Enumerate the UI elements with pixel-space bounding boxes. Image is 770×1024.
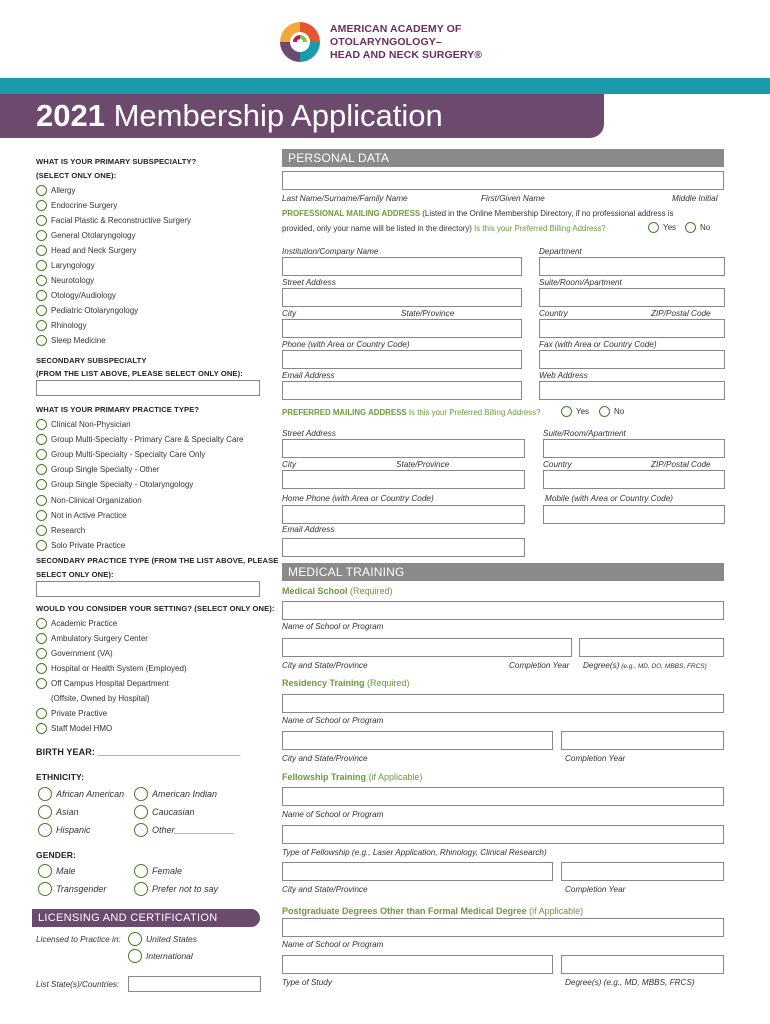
radio-icon[interactable] <box>36 335 47 346</box>
subspecialty-option[interactable]: Otology/Audiology <box>36 290 116 301</box>
radio-icon[interactable] <box>36 215 47 226</box>
street-field[interactable] <box>282 288 522 307</box>
secondary-practice-question-line1: SECONDARY PRACTICE TYPE (FROM THE LIST ABOVE, PLEASE <box>36 556 279 565</box>
last-name-label: Last Name/Surname/Family Name <box>282 194 408 203</box>
web-field[interactable] <box>539 381 725 400</box>
gender-question: GENDER: <box>36 850 76 860</box>
practice-type-option[interactable]: Clinical Non-Physician <box>36 419 131 430</box>
residency-year-label: Completion Year <box>565 754 626 763</box>
radio-icon[interactable] <box>685 222 696 233</box>
practice-type-option[interactable]: Group Single Specialty - Otolaryngology <box>36 479 193 490</box>
pref-country-zip-field[interactable] <box>543 470 725 489</box>
title-year: 2021 <box>36 98 105 133</box>
setting-option[interactable]: Off Campus Hospital Department <box>36 678 169 689</box>
phone-label: Phone (with Area or Country Code) <box>282 340 410 349</box>
city-state-field[interactable] <box>282 319 522 338</box>
licensed-label: Licensed to Practice in: <box>36 935 121 944</box>
middle-initial-label: Middle Initial <box>672 194 718 203</box>
radio-icon[interactable] <box>36 245 47 256</box>
gender-option[interactable]: Female <box>134 864 182 878</box>
licensed-international-option[interactable]: International <box>128 949 193 963</box>
secondary-subspecialty-instruction: (FROM THE LIST ABOVE, PLEASE SELECT ONLY ONE): <box>36 369 243 378</box>
professional-mailing-address-title: PROFESSIONAL MAILING ADDRESS (Listed in the Online Membership Directory, if no professional address is <box>282 209 674 218</box>
web-label: Web Address <box>539 371 588 380</box>
residency-name-field[interactable] <box>282 694 724 713</box>
personal-data-header: PERSONAL DATA <box>282 149 724 167</box>
setting-option[interactable]: Hospital or Health System (Employed) <box>36 663 187 674</box>
pref-state-label: State/Province <box>396 460 450 469</box>
radio-icon[interactable] <box>36 230 47 241</box>
phone-field[interactable] <box>282 350 522 369</box>
radio-icon[interactable] <box>36 305 47 316</box>
subspecialty-option[interactable]: Sleep Medicine <box>36 335 106 346</box>
pref-country-label: Country <box>543 460 572 469</box>
subspecialty-option[interactable]: Head and Neck Surgery <box>36 245 136 256</box>
radio-icon[interactable] <box>128 949 142 963</box>
practice-type-option[interactable]: Research <box>36 525 85 536</box>
practice-type-option[interactable]: Group Single Specialty - Other <box>36 464 160 475</box>
medical-school-city-label: City and State/Province <box>282 661 368 670</box>
radio-icon[interactable] <box>36 723 47 734</box>
fellowship-type-field[interactable] <box>282 825 724 844</box>
setting-option[interactable]: Government (VA) <box>36 648 113 659</box>
subspecialty-option[interactable]: Endocrine Surgery <box>36 200 117 211</box>
ethnicity-option[interactable]: Other____________ <box>134 823 235 837</box>
pref-city-state-field[interactable] <box>282 470 525 489</box>
postgrad-title: Postgraduate Degrees Other than Formal Medical Degree (if Applicable) <box>282 906 584 916</box>
subspecialty-option[interactable]: Pediatric Otolaryngology <box>36 305 138 316</box>
country-zip-field[interactable] <box>539 319 725 338</box>
primary-subspecialty-question: WHAT IS YOUR PRIMARY SUBSPECIALTY? <box>36 157 197 166</box>
radio-icon[interactable] <box>36 275 47 286</box>
residency-name-label: Name of School or Program <box>282 716 384 725</box>
radio-icon[interactable] <box>36 419 47 430</box>
medical-school-name-label: Name of School or Program <box>282 622 384 631</box>
radio-icon[interactable] <box>36 648 47 659</box>
title-rest: Membership Application <box>104 98 443 133</box>
secondary-practice-question-line2: SELECT ONLY ONE): <box>36 570 114 579</box>
ethnicity-option[interactable]: African American <box>38 787 124 801</box>
radio-icon[interactable] <box>36 185 47 196</box>
pref-email-label: Email Address <box>282 525 335 534</box>
pref-suite-field[interactable] <box>543 439 725 458</box>
city-label: City <box>282 309 297 318</box>
org-name-line1: AMERICAN ACADEMY OF <box>330 22 462 35</box>
fellowship-name-field[interactable] <box>282 787 724 806</box>
institution-label: Institution/Company Name <box>282 247 379 256</box>
radio-icon[interactable] <box>36 320 47 331</box>
radio-icon[interactable] <box>38 864 52 878</box>
secondary-practice-field[interactable] <box>36 581 260 597</box>
radio-icon[interactable] <box>38 787 52 801</box>
radio-icon[interactable] <box>561 406 572 417</box>
list-states-field[interactable] <box>128 976 261 992</box>
street-label: Street Address <box>282 278 336 287</box>
setting-option[interactable]: Ambulatory Surgery Center <box>36 633 148 644</box>
secondary-subspecialty-question: SECONDARY SUBSPECIALTY <box>36 356 147 365</box>
pref-street-field[interactable] <box>282 439 525 458</box>
radio-icon[interactable] <box>36 525 47 536</box>
radio-icon[interactable] <box>134 882 148 896</box>
pref-zip-label: ZIP/Postal Code <box>651 460 711 469</box>
setting-option[interactable]: Staff Model HMO <box>36 723 112 734</box>
fellowship-title: Fellowship Training (if Applicable) <box>282 772 423 782</box>
email-field[interactable] <box>282 381 522 400</box>
postgrad-name-label: Name of School or Program <box>282 940 384 949</box>
aao-hns-swirl-icon <box>276 18 324 66</box>
suite-field[interactable] <box>539 288 725 307</box>
gender-option[interactable]: Prefer not to say <box>134 882 218 896</box>
practice-type-question: WHAT IS YOUR PRIMARY PRACTICE TYPE? <box>36 405 200 414</box>
radio-icon[interactable] <box>36 290 47 301</box>
practice-type-option[interactable]: Non-Clinical Organization <box>36 495 142 506</box>
residency-city-label: City and State/Province <box>282 754 368 763</box>
pref-city-label: City <box>282 460 297 469</box>
radio-icon[interactable] <box>36 510 47 521</box>
fax-label: Fax (with Area or Country Code) <box>539 340 657 349</box>
setting-question: WOULD YOU CONSIDER YOUR SETTING? (SELECT ONLY ONE): <box>36 604 275 613</box>
home-phone-label: Home Phone (with Area or Country Code) <box>282 494 434 503</box>
name-field[interactable] <box>282 171 724 190</box>
list-states-label: List State(s)/Countries: <box>36 980 120 989</box>
ethnicity-option[interactable]: American Indian <box>134 787 217 801</box>
medical-training-header: MEDICAL TRAINING <box>282 563 724 581</box>
first-name-label: First/Given Name <box>481 194 545 203</box>
medical-school-degree-field[interactable] <box>579 638 724 657</box>
postgrad-name-field[interactable] <box>282 918 724 937</box>
subspecialty-option[interactable]: Rhinology <box>36 320 87 331</box>
setting-option[interactable]: Private Practive <box>36 708 107 719</box>
fellowship-year-label: Completion Year <box>565 885 626 894</box>
pma-billing-yes[interactable]: Yes <box>648 222 676 233</box>
medical-school-city-field[interactable] <box>282 638 572 657</box>
gender-option[interactable]: Male <box>38 864 76 878</box>
mobile-label: Mobile (with Area or Country Code) <box>545 494 674 503</box>
email-label: Email Address <box>282 371 335 380</box>
residency-year-field[interactable] <box>561 731 724 750</box>
pref-billing-yes[interactable]: Yes <box>561 406 589 417</box>
licensing-section-header: LICENSING AND CERTIFICATION <box>32 909 260 927</box>
radio-icon[interactable] <box>36 678 47 689</box>
suite-label: Suite/Room/Apartment <box>539 278 622 287</box>
radio-icon[interactable] <box>36 449 47 460</box>
org-name-line2: OTOLARYNGOLOGY– <box>330 35 442 48</box>
postgrad-degree-label: Degree(s) (e.g., MD, MBBS, FRCS) <box>565 978 695 987</box>
radio-icon[interactable] <box>38 805 52 819</box>
subspecialty-option[interactable]: Neurotology <box>36 275 94 286</box>
radio-icon[interactable] <box>36 663 47 674</box>
pma-billing-no[interactable]: No <box>685 222 710 233</box>
radio-icon[interactable] <box>134 787 148 801</box>
org-name <box>330 23 482 62</box>
page-title <box>36 98 443 134</box>
radio-icon[interactable] <box>128 932 142 946</box>
radio-icon[interactable] <box>36 479 47 490</box>
radio-icon[interactable] <box>134 805 148 819</box>
country-label: Country <box>539 309 568 318</box>
subspecialty-option[interactable]: General Otolaryngology <box>36 230 136 241</box>
practice-type-option[interactable]: Not in Active Practice <box>36 510 127 521</box>
subspecialty-option[interactable]: Facial Plastic & Reconstructive Surgery <box>36 215 191 226</box>
birth-year-field[interactable]: BIRTH YEAR: ____________________________ <box>36 747 241 757</box>
medical-school-name-field[interactable] <box>282 601 724 620</box>
subspecialty-option[interactable]: Allergy <box>36 185 75 196</box>
teal-band <box>0 78 770 94</box>
radio-icon[interactable] <box>134 864 148 878</box>
setting-note: (Offsite, Owned by Hospital) <box>51 694 150 703</box>
org-name-line3: HEAD AND NECK SURGERY® <box>330 48 483 61</box>
practice-type-option[interactable]: Solo Private Practice <box>36 540 125 551</box>
pref-suite-label: Suite/Room/Apartment <box>543 429 626 438</box>
residency-title: Residency Training (Required) <box>282 678 410 688</box>
ethnicity-option[interactable]: Hispanic <box>38 823 91 837</box>
practice-type-option[interactable]: Group Multi-Specialty - Primary Care & Specialty Care <box>36 434 244 445</box>
gender-option[interactable]: Transgender <box>38 882 106 896</box>
pref-billing-no[interactable]: No <box>599 406 624 417</box>
radio-icon[interactable] <box>134 823 148 837</box>
institution-field[interactable] <box>282 257 522 276</box>
medical-school-year-label: Completion Year <box>509 661 570 670</box>
professional-mailing-address-note: provided, only your name will be listed in the directory) Is this your Preferred Billing Address? <box>282 224 606 233</box>
primary-subspecialty-instruction: (SELECT ONLY ONE): <box>36 171 117 180</box>
radio-icon[interactable] <box>648 222 659 233</box>
radio-icon[interactable] <box>599 406 610 417</box>
ethnicity-option[interactable]: Caucasian <box>134 805 195 819</box>
postgrad-study-label: Type of Study <box>282 978 332 987</box>
licensed-us-option[interactable]: United States <box>128 932 197 946</box>
fellowship-city-label: City and State/Province <box>282 885 368 894</box>
radio-icon[interactable] <box>36 618 47 629</box>
department-field[interactable] <box>539 257 725 276</box>
radio-icon[interactable] <box>36 434 47 445</box>
postgrad-study-field[interactable] <box>282 955 553 974</box>
radio-icon[interactable] <box>38 823 52 837</box>
subspecialty-option[interactable]: Laryngology <box>36 260 95 271</box>
pref-email-field[interactable] <box>282 538 525 557</box>
residency-city-field[interactable] <box>282 731 553 750</box>
fax-field[interactable] <box>539 350 725 369</box>
medical-school-degree-label: Degree(s) (e.g., MD, DO, MBBS, FRCS) <box>583 661 707 670</box>
setting-option[interactable]: Academic Practice <box>36 618 117 629</box>
radio-icon[interactable] <box>36 200 47 211</box>
state-label: State/Province <box>401 309 455 318</box>
secondary-subspecialty-field[interactable] <box>36 380 260 396</box>
ethnicity-question: ETHNICITY: <box>36 772 85 782</box>
fellowship-city-field[interactable] <box>282 862 553 881</box>
fellowship-year-field[interactable] <box>561 862 724 881</box>
radio-icon[interactable] <box>36 464 47 475</box>
medical-school-title: Medical School (Required) <box>282 586 393 596</box>
mobile-field[interactable] <box>543 505 725 524</box>
fellowship-type-label: Type of Fellowship (e.g., Laser Application, Rhinology, Clinical Research) <box>282 848 547 857</box>
radio-icon[interactable] <box>36 633 47 644</box>
radio-icon[interactable] <box>36 495 47 506</box>
ethnicity-option[interactable]: Asian <box>38 805 79 819</box>
fellowship-name-label: Name of School or Program <box>282 810 384 819</box>
practice-type-option[interactable]: Group Multi-Specialty - Specialty Care Only <box>36 449 205 460</box>
pref-street-label: Street Address <box>282 429 336 438</box>
zip-label: ZIP/Postal Code <box>651 309 711 318</box>
radio-icon[interactable] <box>38 882 52 896</box>
department-label: Department <box>539 247 582 256</box>
aao-hns-logo <box>276 18 482 66</box>
radio-icon[interactable] <box>36 260 47 271</box>
home-phone-field[interactable] <box>282 505 525 524</box>
radio-icon[interactable] <box>36 540 47 551</box>
postgrad-degree-field[interactable] <box>561 955 724 974</box>
preferred-mailing-address-title: PREFERRED MAILING ADDRESS Is this your Preferred Billing Address? <box>282 408 541 417</box>
radio-icon[interactable] <box>36 708 47 719</box>
